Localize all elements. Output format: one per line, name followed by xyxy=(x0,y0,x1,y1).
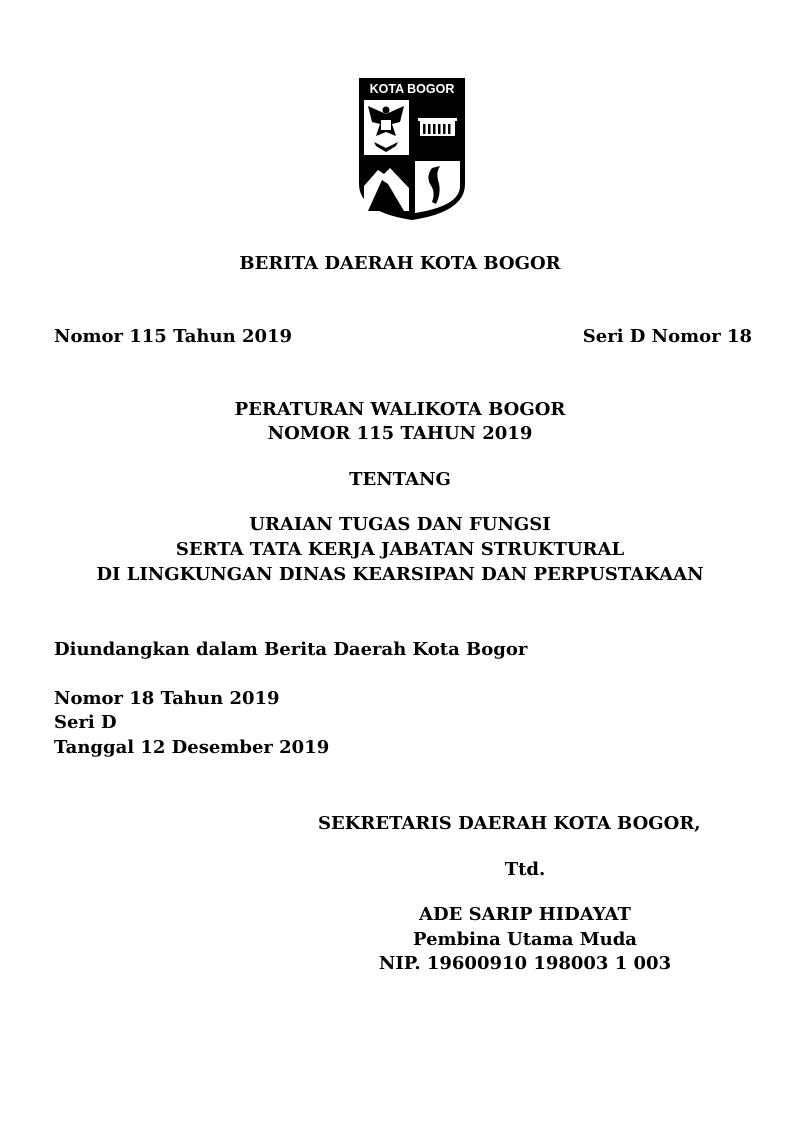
regulation-number: NOMOR 115 TAHUN 2019 xyxy=(267,423,533,444)
signatory-name: ADE SARIP HIDAYAT xyxy=(419,904,631,925)
gazette-number: Nomor 115 Tahun 2019 xyxy=(54,326,293,347)
palace-icon xyxy=(418,118,457,136)
promulgation-series: Seri D xyxy=(54,712,117,733)
subject-line-3: DI LINGKUNGAN DINAS KEARSIPAN DAN PERPUSTAKAAN xyxy=(96,564,704,585)
gazette-series: Seri D Nomor 18 xyxy=(582,326,752,347)
signatory-rank: Pembina Utama Muda xyxy=(413,929,637,950)
promulgation-number: Nomor 18 Tahun 2019 xyxy=(54,688,280,709)
tentang-heading: TENTANG xyxy=(349,469,451,490)
kota-bogor-emblem xyxy=(356,76,468,222)
gazette-title: BERITA DAERAH KOTA BOGOR xyxy=(239,253,561,274)
subject-line-2: SERTA TATA KERJA JABATAN STRUKTURAL xyxy=(175,539,625,560)
emblem-label: KOTA BOGOR xyxy=(369,82,455,96)
signatory-office: SEKRETARIS DAERAH KOTA BOGOR, xyxy=(318,813,701,834)
signatory-nip: NIP. 19600910 198003 1 003 xyxy=(378,953,672,974)
signed-note: Ttd. xyxy=(504,859,546,880)
promulgation-statement: Diundangkan dalam Berita Daerah Kota Bogor xyxy=(54,639,528,660)
regulation-title: PERATURAN WALIKOTA BOGOR xyxy=(234,399,566,420)
promulgation-date: Tanggal 12 Desember 2019 xyxy=(54,737,330,758)
subject-line-1: URAIAN TUGAS DAN FUNGSI xyxy=(249,514,551,535)
